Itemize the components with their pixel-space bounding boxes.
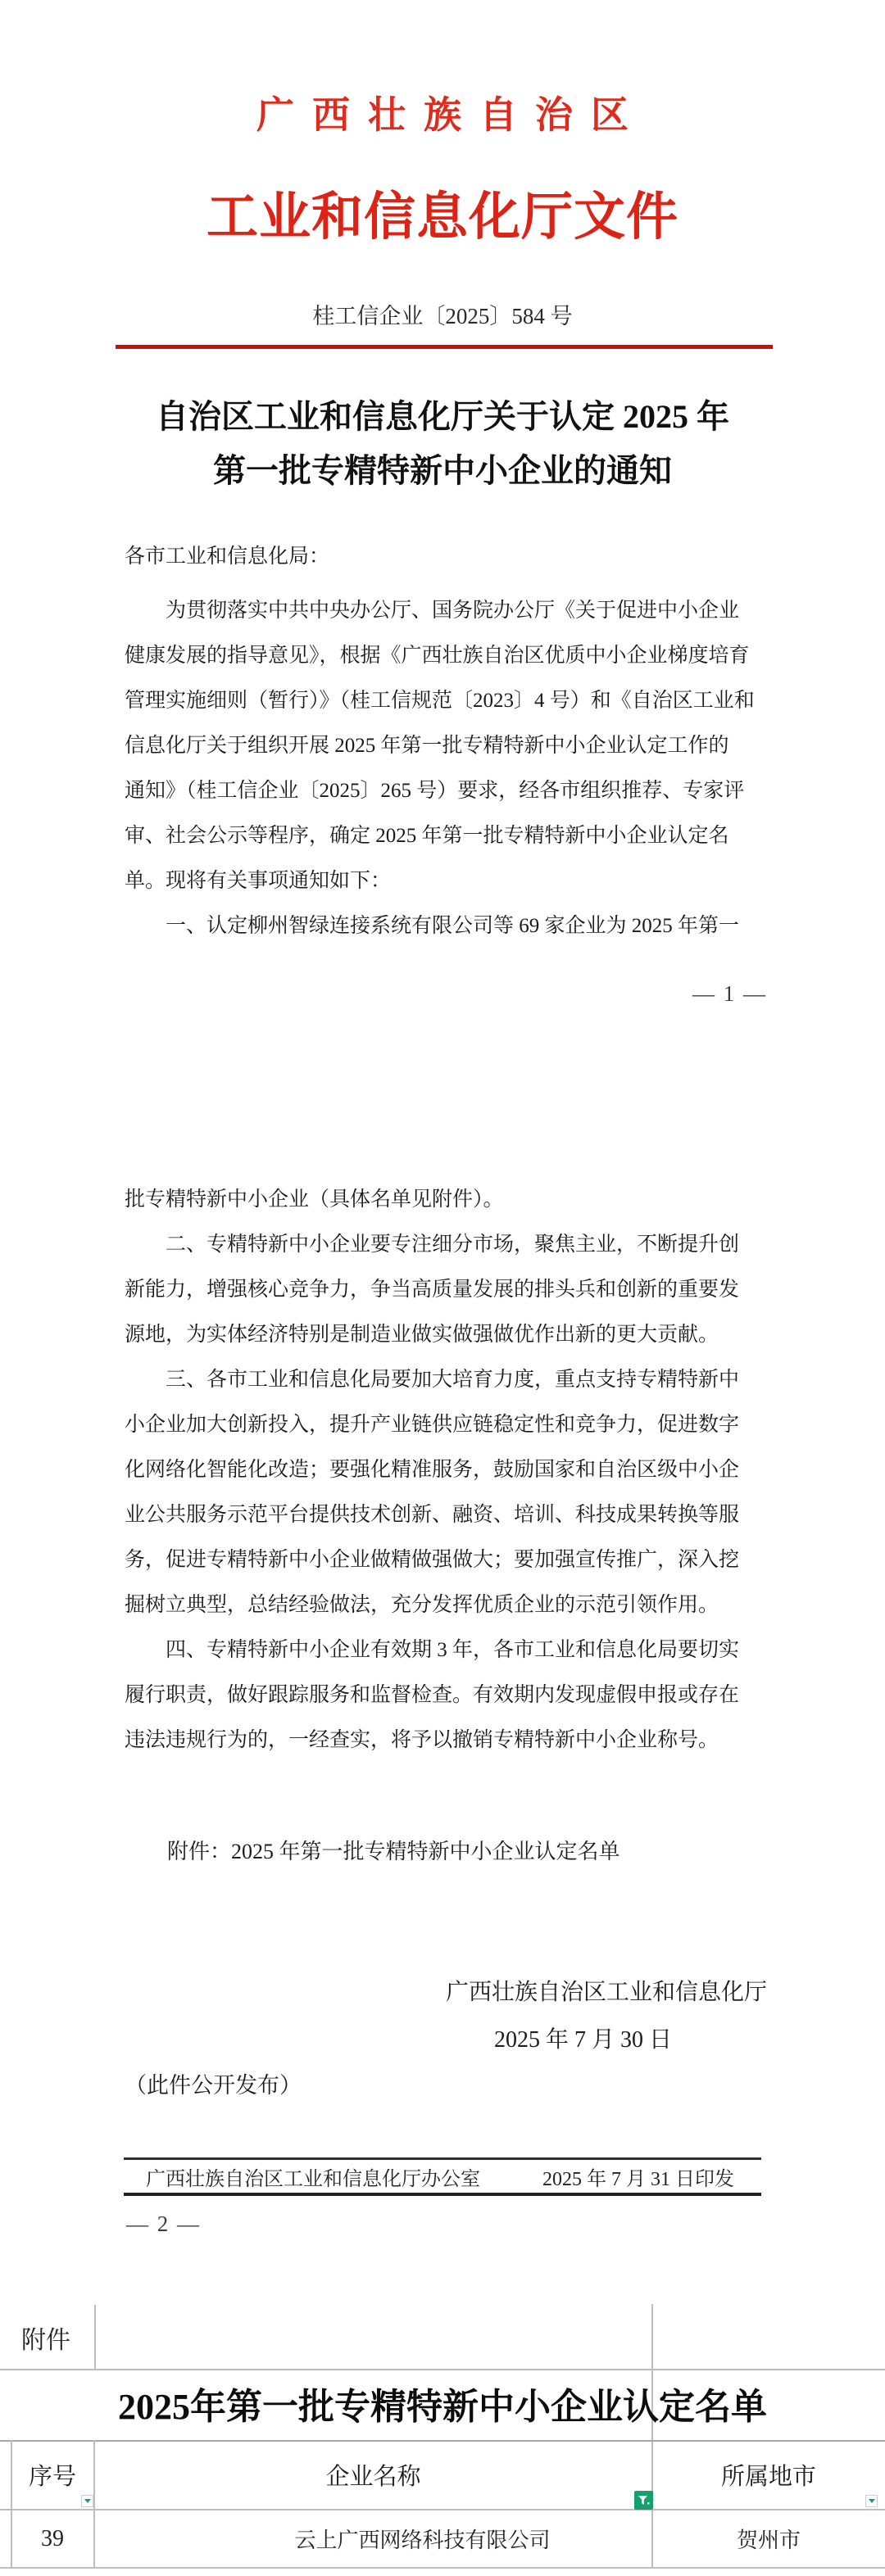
body-line: 务，促进专精特新中小企业做精做强做大；要加强宣传推广，深入挖	[125, 1549, 740, 1571]
filter-dropdown-button-index[interactable]	[81, 2495, 93, 2507]
grid-vline-attachment-cell	[94, 2305, 96, 2369]
table-header-row	[0, 2440, 885, 2509]
attachment-table-title: 2025年第一批专精特新中小企业认定名单	[118, 2387, 767, 2427]
body-line: 信息化厅关于组织开展 2025 年第一批专精特新中小企业认定工作的	[125, 735, 729, 757]
body-line: 二、专精特新中小企业要专注细分市场，聚焦主业，不断提升创	[166, 1234, 740, 1256]
body-line: 小企业加大创新投入，提升产业链供应链稳定性和竞争力，促进数字	[125, 1414, 740, 1436]
body-line: 违法违规行为的，一经查实，将予以撤销专精特新中小企业称号。	[125, 1729, 719, 1751]
table-header-spacer	[0, 2440, 11, 2509]
cell-company-name: 云上广西网络科技有限公司	[294, 2528, 551, 2552]
footer-print-date: 2025 年 7 月 31 日印发	[542, 2168, 734, 2190]
footer-office: 广西壮族自治区工业和信息化厅办公室	[146, 2168, 480, 2190]
filter-applied-button-company[interactable]	[634, 2491, 653, 2510]
page1-lines	[125, 588, 776, 948]
body-line: 审、社会公示等程序，确定 2025 年第一批专精特新中小企业认定名	[125, 825, 729, 847]
page2-number: — 2 —	[126, 2212, 201, 2236]
body-line: 业公共服务示范平台提供技术创新、融资、培训、科技成果转换等服	[125, 1504, 740, 1526]
notice-title-line1: 自治区工业和信息化厅关于认定 2025 年	[156, 398, 729, 435]
body-line: 源地，为实体经济特别是制造业做实做强做优作出新的更大贡献。	[125, 1324, 719, 1346]
attachment-reference: 附件：2025 年第一批专精特新中小企业认定名单	[167, 1840, 620, 1863]
body-line: 三、各市工业和信息化局要加大培育力度，重点支持专精特新中	[166, 1369, 740, 1391]
issue-date: 2025 年 7 月 30 日	[493, 2027, 672, 2053]
body-line: 健康发展的指导意见》，根据《广西壮族自治区优质中小企业梯度培育	[125, 645, 750, 667]
body-line: 一、认定柳州智绿连接系统有限公司等 69 家企业为 2025 年第一	[166, 915, 740, 937]
body-line: 通知》（桂工信企业〔2025〕265 号）要求，经各市组织推荐、专家评	[125, 780, 745, 802]
attachment-label: 附件	[21, 2327, 70, 2354]
page1-number: — 1 —	[692, 981, 767, 1006]
notice-title	[0, 390, 885, 498]
notice-title-line2: 第一批专精特新中小企业的通知	[213, 452, 672, 489]
record-footer-bar	[124, 2157, 761, 2196]
row-spacer	[0, 2510, 11, 2567]
body-line: 化网络化智能化改造；要强化精准服务，鼓励国家和自治区级中小企	[125, 1459, 740, 1481]
filter-dropdown-button-city[interactable]	[865, 2495, 878, 2507]
document-number: 桂工信企业〔2025〕584 号	[312, 304, 573, 328]
body-line: 四、专精特新中小企业有效期 3 年，各市工业和信息化局要切实	[166, 1639, 740, 1661]
column-header-city: 所属地市	[720, 2463, 816, 2490]
public-release-note: （此件公开发布）	[125, 2073, 302, 2098]
column-header-company: 企业名称	[325, 2463, 421, 2490]
body-line: 履行职责，做好跟踪服务和监督检查。有效期内发现虚假申报或存在	[125, 1684, 740, 1706]
body-line: 单。现将有关事项通知如下：	[125, 870, 392, 892]
issuing-region-name: 广西壮族自治区	[256, 94, 647, 136]
cell-city: 贺州市	[736, 2528, 801, 2552]
grid-hline-table-bottom	[0, 2567, 885, 2569]
body-line: 管理实施细则（暂行）》（桂工信规范〔2023〕4 号）和《自治区工业和	[125, 690, 755, 712]
table-row	[0, 2510, 885, 2567]
funnel-icon	[637, 2493, 651, 2507]
body-line: 为贯彻落实中共中央办公厅、国务院办公厅《关于促进中小企业	[166, 600, 740, 622]
filter-arrow-icon	[84, 2499, 91, 2503]
letterhead-title: 工业和信息化厅文件	[206, 188, 678, 246]
letterhead-divider-rule	[116, 345, 773, 349]
column-header-index: 序号	[28, 2463, 76, 2490]
grid-hline-attachment-row-bottom	[0, 2369, 885, 2370]
issuing-authority: 广西壮族自治区工业和信息化厅	[445, 1980, 767, 2005]
cell-index: 39	[41, 2525, 64, 2551]
page2-body	[125, 1177, 776, 1763]
body-line: 批专精特新中小企业（具体名单见附件）。	[125, 1188, 504, 1211]
salutation: 各市工业和信息化局：	[125, 546, 330, 568]
body-line: 新能力，增强核心竞争力，争当高质量发展的排头兵和创新的重要发	[125, 1279, 740, 1301]
page1-body	[125, 534, 776, 948]
filter-arrow-icon	[869, 2499, 875, 2503]
body-line: 掘树立典型，总结经验做法，充分发挥优质企业的示范引领作用。	[125, 1594, 719, 1616]
